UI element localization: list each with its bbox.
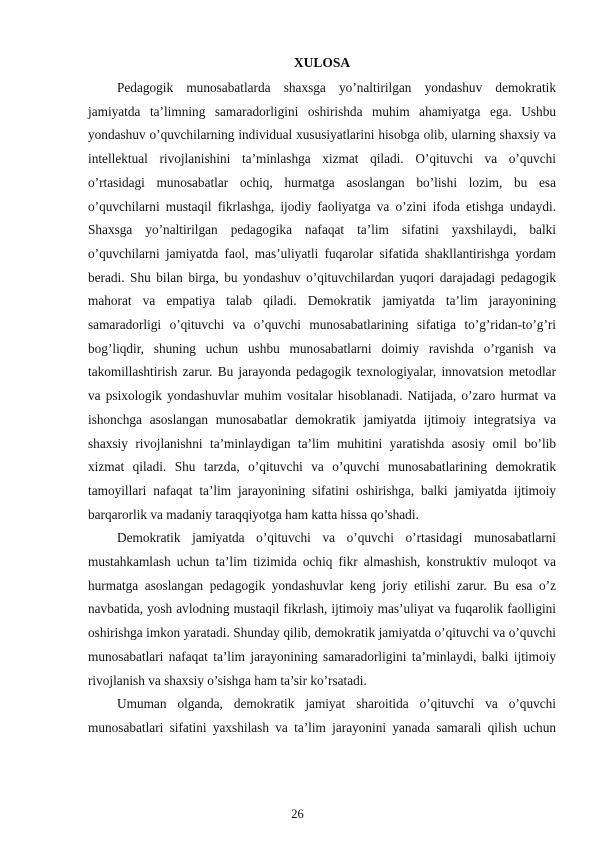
document-page [88, 54, 556, 740]
paragraph-1: Pedagogik munosabatlarda shaxsga yo’naltirilgan yondashuv demokratik jamiyatda ta’limning samaradorligini oshirishda muhim ahamiyatga ega. Ushbu yondashuv o’quvchilarning individual xususiyatlarini hisobga olib, ularning shaxsiy va intellektual rivojlanishini ta’minlashga xizmat qiladi. O’qituvchi va o’quvchi o’rtasidagi munosabatlar ochiq, hurmatga asoslangan bo’lishi lozim, bu esa o’quvchilarni mustaqil fikrlashga, ijodiy faoliyatga va o’zini ifoda etishga undaydi. Shaxsga yo’naltirilgan pedagogika nafaqat ta’lim sifatini yaxshilaydi, balki o’quvchilarni jamiyatda faol, mas’uliyatli fuqarolar sifatida shakllantirishga yordam beradi. Shu bilan birga, bu yondashuv o’qituvchilardan yuqori darajadagi pedagogik mahorat va empatiya talab qiladi. Demokratik jamiyatda ta’lim jarayonining samaradorligi o’qituvchi va o’quvchi munosabatlarining sifatiga to’g’ridan-to’g’ri bog’liqdir, shuning uchun ushbu munosabatlarni doimiy ravishda o’rganish va takomillashtirish zarur. Bu jarayonda pedagogik texnologiyalar, innovatsion metodlar va psixologik yondashuvlar muhim vositalar hisoblanadi. Natijada, o’zaro hurmat va ishonchga asoslangan munosabatlar demokratik jamiyatda ijtimoiy integratsiya va shaxsiy rivojlanishni ta’minlaydigan ta’lim muhitini yaratishda asosiy omil bo’lib xizmat qiladi. Shu tarzda, o’qituvchi va o’quvchi munosabatlarining demokratik tamoyillari nafaqat ta’lim jarayonining sifatini oshirishga, balki jamiyatda ijtimoiy barqarorlik va madaniy taraqqiyotga ham katta hissa qo’shadi. [88, 80, 556, 522]
paragraph-3: Umuman olganda, demokratik jamiyat sharoitida o’qituvchi va o’quvchi munosabatlari sifatini yaxshilash va ta’lim jarayonini yanada samarali qilish uchun [88, 696, 556, 735]
page-number: 26 [291, 807, 304, 821]
paragraph-2: Demokratik jamiyatda o’qituvchi va o’quvchi o’rtasidagi munosabatlarni mustahkamlash uchun ta’lim tizimida ochiq fikr almashish, konstruktiv muloqot va hurmatga asoslangan pedagogik yondashuvlar keng joriy etilishi zarur. Bu esa o’z navbatida, yosh avlodning mustaqil fikrlash, ijtimoiy mas’uliyat va fuqarolik faolligini oshirishga imkon yaratadi. Shunday qilib, demokratik jamiyatda o’qituvchi va o’quvchi munosabatlari nafaqat ta’lim jarayonining samaradorligini ta’minlaydi, balki ijtimoiy rivojlanish va shaxsiy o’sishga ham ta’sir ko’rsatadi. [88, 530, 556, 688]
section-title: XULOSA [293, 55, 351, 70]
